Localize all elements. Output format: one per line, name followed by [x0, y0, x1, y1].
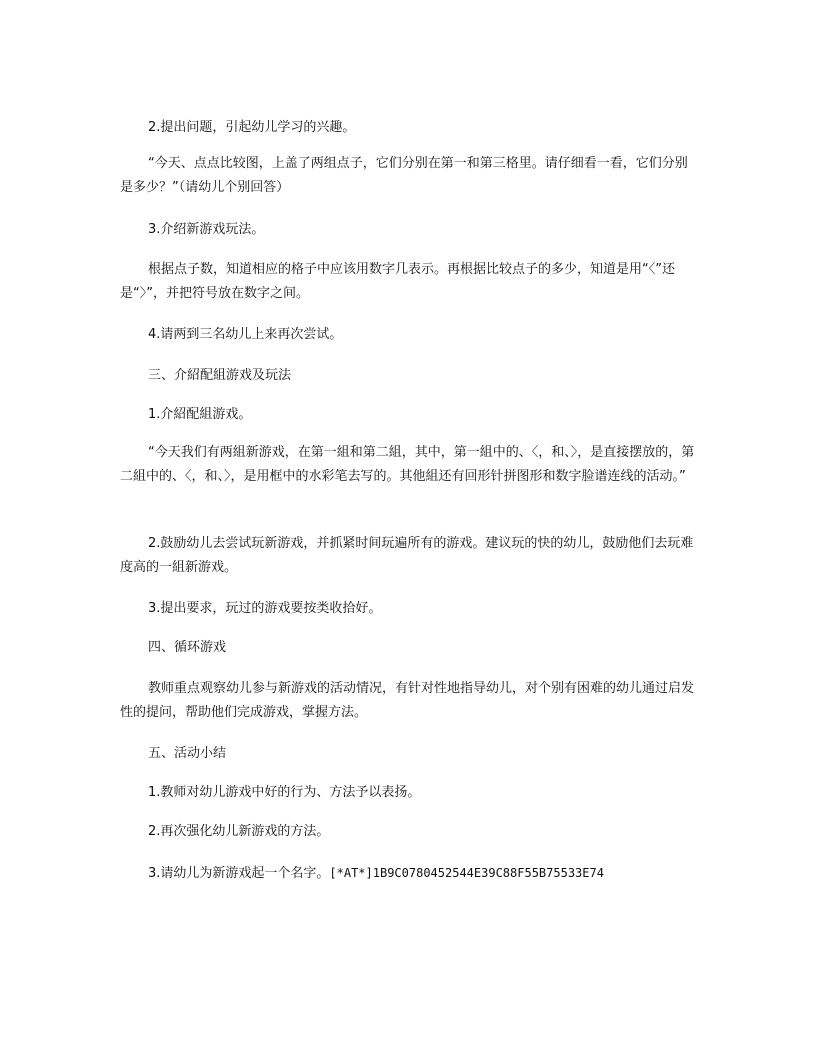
paragraph-section-5-step-1: 1.教师对幼儿游戏中好的行为、方法予以表扬。 [148, 785, 421, 800]
paragraph-section-3-step-1: 1.介紹配組游戏。 [148, 407, 252, 422]
paragraph-step-2-question: 2.提出问题，引起幼儿学习的兴趣。 [148, 120, 356, 135]
heading-section-3: 三、介紹配組游戏及玩法 [148, 368, 292, 383]
paragraph-section-5-step-3 [120, 861, 700, 886]
paragraph-teacher-quote-2: “今天我们有两組新游戏，在第一組和第二組，其中，第一組中的、〈，和、〉，是直接摆放的，第二組中的、〈，和、〉，是用框中的水彩笔去写的。其他組还有回形针拼图形和数字脸谱连线的活动。” [120, 445, 695, 484]
paragraph-section-4-body: 教师重点观察幼儿参与新游戏的活动情况，有针对性地指导幼儿，对个别有困难的幼儿通过启发性的提问，帮助他们完成游戏，掌握方法。 [120, 681, 695, 720]
paragraph-step-3-introduce: 3.介绍新游戏玩法。 [148, 222, 265, 237]
paragraph-section-3-step-3: 3.提出要求，玩过的游戏要按类收拾好。 [148, 601, 382, 616]
paragraph-section-5-step-2: 2.再次强化幼儿新游戏的方法。 [148, 824, 330, 839]
paragraph-teacher-quote-1: “今天、点点比较图，上盖了两组点子，它们分别在第一和第三格里。请仔细看一看，它们分别是多少？”（请幼儿个别回答） [120, 156, 688, 195]
paragraph-section-3-step-2: 2.鼓励幼儿去尝试玩新游戏，并抓紧时间玩遍所有的游戏。建议玩的快的幼儿，鼓励他们去玩难度高的一組新游戏。 [120, 536, 694, 575]
heading-section-4: 四、循环游戏 [148, 640, 227, 655]
paragraph-rules: 根据点子数，知道相应的格子中应该用数字几表示。再根据比较点子的多少，知道是用“〈”还是“〉”，并把符号放在数字之间。 [120, 262, 675, 301]
step-3-naming-text: 3.请幼儿为新游戏起一个名字。 [148, 866, 330, 881]
paragraph-step-4-try: 4.请两到三名幼儿上来再次尝试。 [148, 327, 343, 342]
document-code: [*AT*]1B9C0780452544E39C88F55B75533E74 [329, 866, 604, 880]
heading-section-5: 五、活动小结 [148, 746, 227, 761]
